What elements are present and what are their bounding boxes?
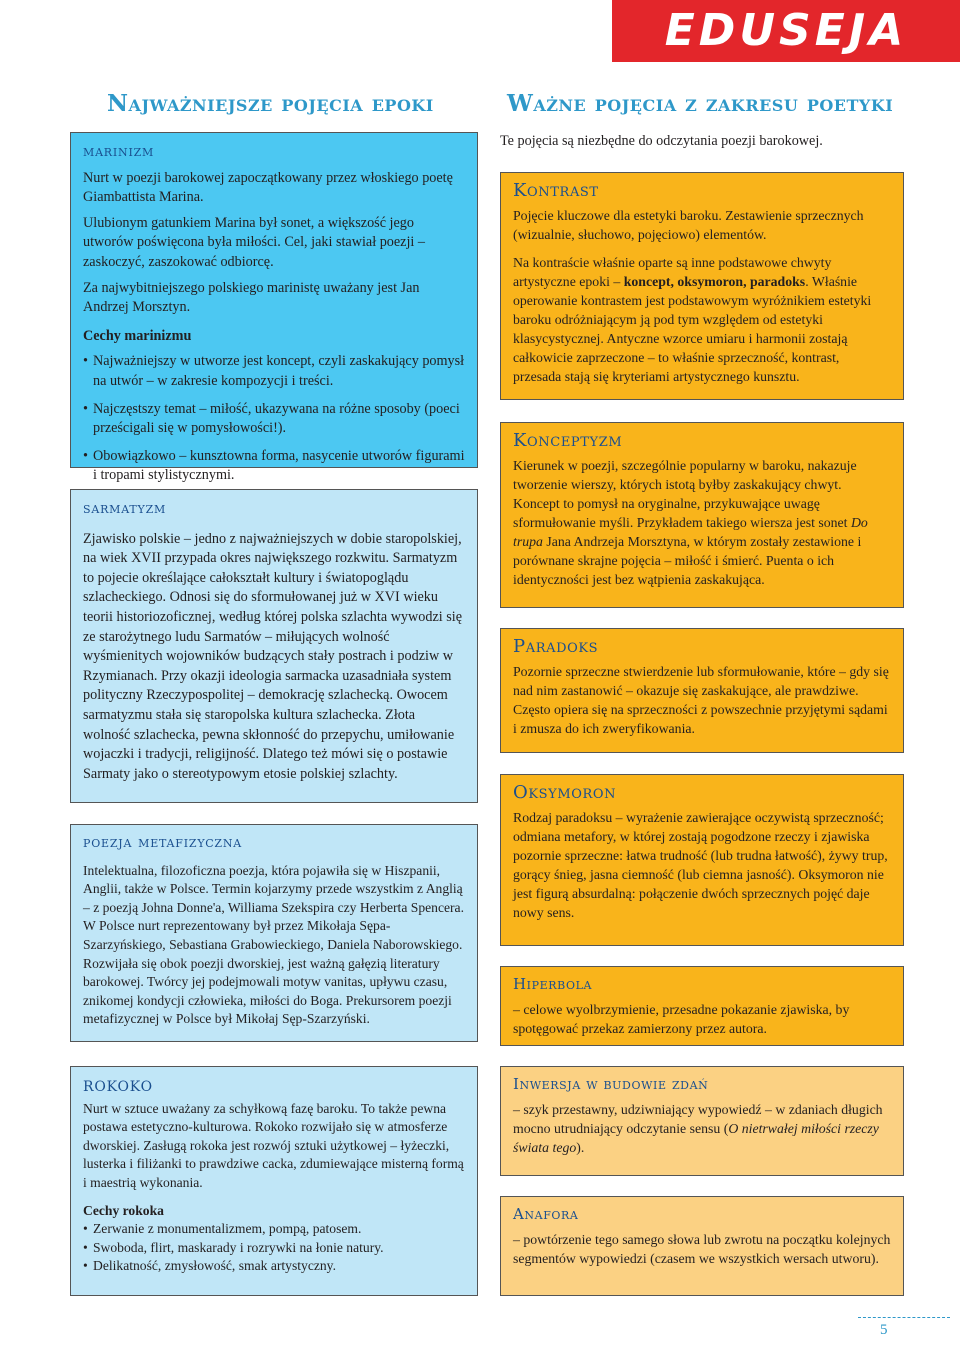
marinizm-morsztyn: Za najwybitniejszego polskiego marinistę uważany jest Jan Andrzej Morsztyn. [83,279,420,316]
list-item: • Swoboda, flirt, maskarady i rozrywki na łonie natury. [83,1239,465,1258]
list-item: • Delikatność, zmysłowość, smak artystyczny. [83,1257,465,1276]
rokoko-box [70,1066,478,1296]
inwersja-box [500,1066,904,1176]
list-item: • Zerwanie z monumentalizmem, pompą, patosem. [83,1220,465,1239]
oksymoron-box [500,774,904,946]
konceptyzm-text-a: Kierunek w poezji, szczególnie popularny w baroku, nakazuje tworzenie wierszy, których istotą byłby zaskakujący chwyt. Koncept to pomysł na oryginalne, przykuwające uwagę sformułowanie myśli. Przykładem takiego wiersza jest sonet [513,458,857,530]
konceptyzm-title: Konceptyzm [513,430,623,451]
oksymoron-title: Oksymoron [513,782,617,803]
rokoko-title: rokoko [83,1072,153,1096]
inwersja-text-b: ). [576,1140,585,1155]
inwersja-italic: O nietrwałej miłości rzeczy świata tego [513,1121,879,1155]
sarmatyzm-text: Zjawisko polskie – jedno z najważniejszych w dobie staropolskiej, na wiek XVII przypada okres największego rozkwitu. Sarmatyzm to pojecie określające całokształt kultury i światopoglądu szlacheckiego. Odnosi się do sformułowanej już w XVI wieku teorii historiozoficznej, według której polska szlachta wywodzi się ze starożytnego ludu Sarmatów – miłujących wolność wyśmienitych wojowników budzących stały postrach i podziw w Rzymianach. Przy okazji ideologia sarmacka uzasadniała system polityczny Rzeczypospolitej – demokrację szlachecką. Owocem sarmatyzmu stała się staropolska kultura szlachecka. Złota wolność szlachecka, pewna skłonność do przepychu, umiłowanie wojaczki i tradycji, religijność. Dlatego też mówi się o postawie Sarmaty jako o stereotypowym etosie polskiej szlachty. [83,530,463,782]
sarmatyzm-title: sarmatyzm [83,498,167,517]
marinizm-features-list [83,352,465,486]
marinizm-features-heading: Cechy marinizmu [83,327,192,344]
konceptyzm-box [500,422,904,608]
marinizm-title: marinizm [83,141,155,160]
rokoko-features-list [83,1220,465,1276]
poezja-metafizyczna-box [70,824,478,1042]
inwersja-text-a: – szyk przestawny, udziwniający wypowiedź – w zdaniach długich mocno utrudniający odczytanie sensu ( [513,1102,883,1136]
kontrast-title: Kontrast [513,180,599,201]
kontrast-text-a: Na kontraście właśnie oparte są inne podstawowe chwyty artystyczne epoki – [513,255,832,289]
anafora-title: Anafora [513,1205,579,1223]
hiperbola-title: Hiperbola [513,975,593,993]
right-section-title: Ważne pojęcia z zakresu poetyki [507,90,894,117]
paradoks-box [500,628,904,753]
right-intro-text: Te pojęcia są niezbędne do odczytania poezji barokowej. [500,133,823,149]
konceptyzm-title-italic: Do trupa [513,515,868,549]
hiperbola-box [500,966,904,1046]
oksymoron-text: Rodzaj paradoksu – wyrażenie zawierające oczywistą sprzeczność; odmiana metafory, w której zostają pogodzone rzeczy i zjawiska pozornie sprzeczne: łatwa trudność (lub trudna łatwość), żywy trup, gorący śnieg, jasna ciemność (lub ciemna jasność). Oksymoron nie jest figurą absurdalną: połączenie dwóch sprzecznych pojęć daje nowy sens. [513,810,888,920]
kontrast-box [500,172,904,400]
inwersja-title: Inwersja w budowie zdań [513,1075,709,1093]
kontrast-text [513,253,891,386]
paradoks-text: Pozornie sprzeczne stwierdzenie lub sformułowanie, które – gdy się nad nim zastanowić – okazuje się zaskakujące, ale prawdziwe. Często opiera się na sprzeczności z powszechnie przyjętymi sądami i zmusza do ich zweryfikowania. [513,664,889,736]
anafora-text: – powtórzenie tego samego słowa lub zwrotu na początku kolejnych segmentów wypowiedzi (czasem we wszystkich wersach utworu). [513,1232,891,1266]
list-item: • Obowiązkowo – kunsztowna forma, nasycenie utworów figurami i tropami stylistycznymi. [83,447,465,486]
konceptyzm-text [513,456,891,589]
paradoks-title: Paradoks [513,636,599,657]
kontrast-text-c: . Właśnie operowanie kontrastem jest podstawowym wyróżnikiem estetyki baroku odróżniającym ją pod tym względem od estetyki klasycystycznej. Antyczne wzorce umiaru i harmonii zostają całkowicie zaprzeczone – to właśnie sprzeczność, kontrast, przesada stają się kryteriami artystycznego kunsztu. [513,274,872,384]
rokoko-text: Nurt w sztuce uważany za schyłkową fazę baroku. To także pewna postawa estetyczno-kulturowa. Rokoko rozwijało się w atmosferze dworskiej. Zasługą rokoka jest rozwój sztuki użytkowej – łyżeczki, lusterka i filiżanki to prawdziwe cacka, zdumiewające misterną formą i maestrią wykonania. [83,1100,464,1190]
marinizm-sonnet: Ulubionym gatunkiem Marina był sonet, a większość jego utworów poświęcona była miłości. Cel, jaki stawiał poezji – zaskoczyć, zaszokować odbiorcę. [83,214,426,270]
kontrast-text-bold: koncept, oksymoron, paradoks [623,274,806,289]
list-item: • Najczęstszy temat – miłość, ukazywana na różne sposoby (poeci prześcigali się w pomysłowości!). [83,400,465,439]
list-item: • Najważniejszy w utworze jest koncept, czyli zaskakujący pomysł na utwór – w zakresie kompozycji i treści. [83,352,465,391]
inwersja-text [513,1100,891,1157]
brand-logo: EDUSEJA [612,0,960,62]
konceptyzm-text-b: Jana Andrzeja Morsztyna, w którym zostały zestawione i porównane skrajne pojęcia – miłość i śmierć. Puenta o ich identyczności jest bez wątpienia zaskakująca. [513,534,862,587]
kontrast-definition: Pojęcie kluczowe dla estetyki baroku. Zestawienie sprzecznych (wizualnie, słuchowo, pojęciowo) elementów. [513,208,864,242]
poezja-metafizyczna-text: Intelektualna, filozoficzna poezja, która pojawiła się w Hiszpanii, Anglii, także w Polsce. Termin kojarzymy przede wszystkim z Anglią – z poezją Johna Donne'a, Williama Szekspira czy Herberta Spencera. W Polsce nurt reprezentowany był przez Mikołaja Sępa-Szarzyńskiego, Sebastiana Grabowieckiego, Daniela Naborowskiego. Rozwijała się obok poezji dworskiej, jest ważną gałęzią literatury barokowej. Twórcy jej podejmowali motyw vanitas, upływu czasu, znikomej kondycji człowieka, miłości do Boga. Prekursorem poezji metafizycznej w Polsce był Mikołaj Sęp-Szarzyński. [83,862,464,1027]
anafora-box [500,1196,904,1296]
page-number-rule [858,1317,950,1321]
marinizm-box [70,132,478,484]
marinizm-intro: Nurt w poezji barokowej zapoczątkowany przez włoskiego poetę Giambattista Marina. [83,169,453,206]
left-section-title: Najważniejsze pojęcia epoki [107,90,434,117]
hiperbola-text: – celowe wyolbrzymienie, przesadne pokazanie zjawiska, by spotęgować przekaz zamierzony przez autora. [513,1002,850,1036]
page-number: 5 [880,1322,888,1338]
sarmatyzm-box [70,489,478,803]
poezja-metafizyczna-title: poezja metafizyczna [83,832,243,851]
rokoko-features-heading: Cechy rokoka [83,1202,164,1218]
